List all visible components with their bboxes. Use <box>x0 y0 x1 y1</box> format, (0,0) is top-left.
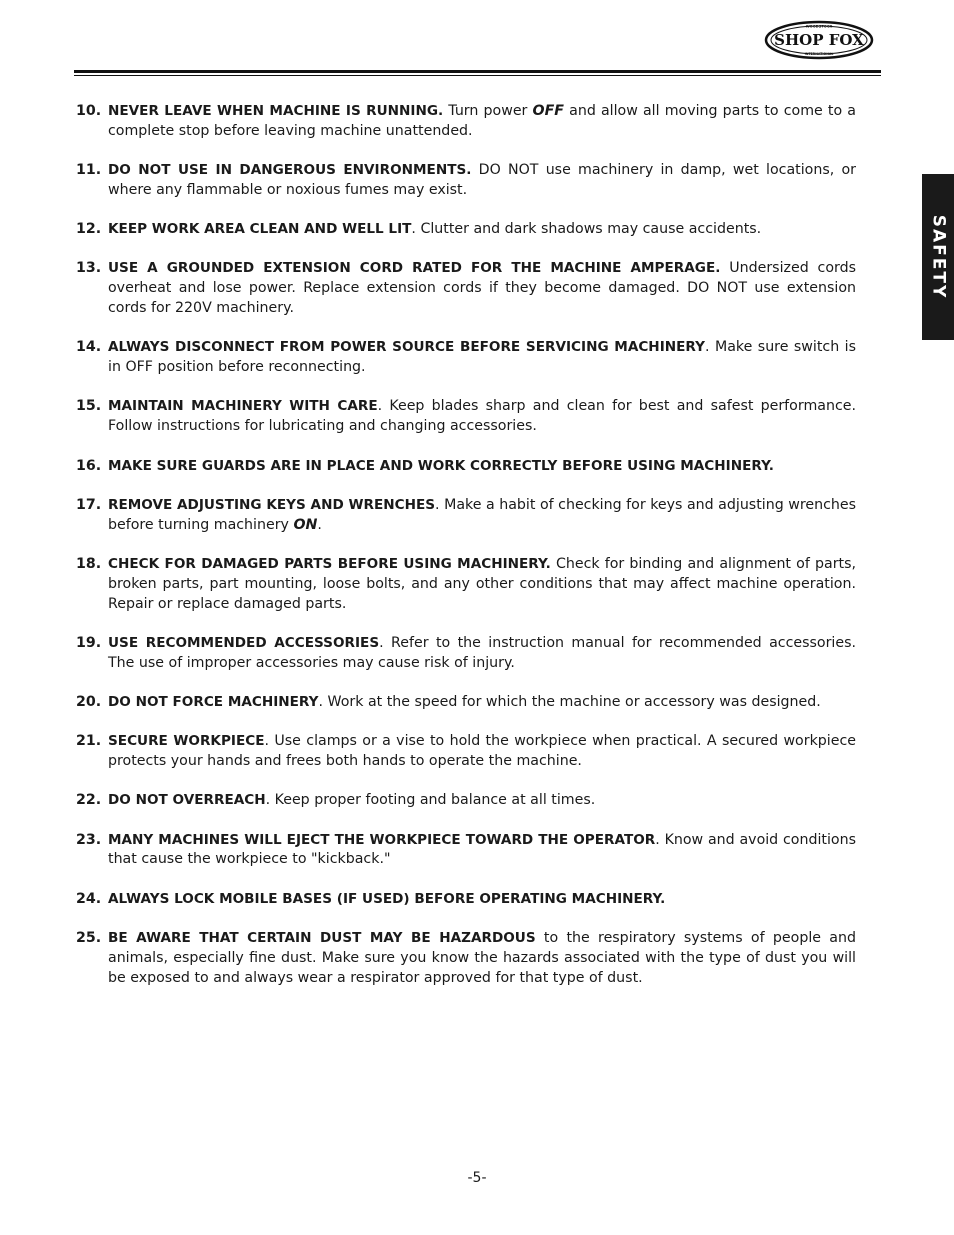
item-heading: NEVER LEAVE WHEN MACHINE IS RUNNING. <box>108 103 444 119</box>
item-number: 15. <box>76 398 102 415</box>
item-number: 23. <box>76 831 102 848</box>
list-item <box>76 693 856 713</box>
item-text: to the respiratory systems of people and animals, especially fine dust. Make sure you know the hazards associated with the type of dust you will be exposed to and always wear a respirator approved for that type of dust. <box>108 930 856 986</box>
item-heading: ALWAYS DISCONNECT FROM POWER SOURCE BEFORE SERVICING MACHINERY <box>108 339 705 356</box>
item-text: Check for binding and alignment of parts, broken parts, part mounting, loose bolts, and any other conditions that may affect machine operation. Repair or replace damaged parts. <box>108 555 856 612</box>
list-item <box>76 496 856 536</box>
item-number: 21. <box>76 733 102 750</box>
item-text: . Refer to the instruction manual for recommended accessories. The use of improper accessories may cause risk of injury. <box>108 634 856 671</box>
list-item <box>76 259 856 318</box>
list-item <box>76 457 856 477</box>
list-item <box>76 102 856 142</box>
item-number: 19. <box>76 634 102 651</box>
item-text: Turn power <box>443 103 533 119</box>
section-tab-safety <box>922 174 954 340</box>
item-heading: ALWAYS LOCK MOBILE BASES (IF USED) BEFORE OPERATING MACHINERY. <box>108 890 666 907</box>
item-heading: MAKE SURE GUARDS ARE IN PLACE AND WORK CORRECTLY BEFORE USING MACHINERY. <box>108 457 774 474</box>
list-item <box>76 929 856 988</box>
list-item <box>76 634 856 674</box>
item-number: 20. <box>76 693 102 710</box>
page-number: -5- <box>467 1170 487 1186</box>
item-heading: KEEP WORK AREA CLEAN AND WELL LIT <box>108 221 412 238</box>
item-heading: REMOVE ADJUSTING KEYS AND WRENCHES <box>108 496 436 513</box>
list-item <box>76 555 856 614</box>
item-text: . Use clamps or a vise to hold the workpiece when practical. A secured workpiece protects your hands and frees both hands to operate the machine. <box>108 733 856 770</box>
item-heading: BE AWARE THAT CERTAIN DUST MAY BE HAZARDOUS <box>108 930 536 947</box>
item-number: 18. <box>76 555 102 572</box>
item-text-tail: . <box>317 516 322 533</box>
item-text: . Keep blades sharp and clean for best and safest performance. Follow instructions for lubricating and changing accessories. <box>108 398 856 435</box>
item-heading: USE A GROUNDED EXTENSION CORD RATED FOR THE MACHINE AMPERAGE. <box>108 260 721 277</box>
logo-top-text: WOODSTOCK <box>805 24 833 29</box>
logo-text: SHOP FOX <box>774 31 864 49</box>
item-text: DO NOT use machinery in damp, wet locations, or where any flammable or noxious fumes may exist. <box>108 162 856 198</box>
list-item <box>76 161 856 201</box>
item-number: 11. <box>76 162 102 179</box>
item-emphasis: OFF <box>532 103 564 119</box>
item-emphasis: ON <box>293 516 318 533</box>
item-number: 24. <box>76 890 102 907</box>
list-item <box>76 338 856 378</box>
item-text: Undersized cords overheat and lose power. Replace extension cords if they become damaged. DO NOT use extension cords for 220V machinery. <box>108 260 856 317</box>
list-item <box>76 732 856 772</box>
item-number: 16. <box>76 457 102 474</box>
item-heading: DO NOT OVERREACH <box>108 792 266 809</box>
item-text: . Know and avoid conditions that cause the workpiece to "kickback." <box>108 831 856 868</box>
list-item <box>76 220 856 240</box>
item-text: . Keep proper footing and balance at all times. <box>265 792 596 809</box>
list-item <box>76 397 856 437</box>
section-tab-label: SAFETY <box>928 214 949 300</box>
item-number: 17. <box>76 496 102 513</box>
item-number: 10. <box>76 103 102 119</box>
safety-rules-list <box>76 102 856 1008</box>
item-number: 22. <box>76 792 102 809</box>
item-heading: MAINTAIN MACHINERY WITH CARE <box>108 398 378 415</box>
logo-bottom-text: INTERNATIONAL <box>804 52 834 56</box>
item-heading: DO NOT USE IN DANGEROUS ENVIRONMENTS. <box>108 162 472 179</box>
item-heading: MANY MACHINES WILL EJECT THE WORKPIECE TOWARD THE OPERATOR <box>108 831 656 848</box>
item-text: . Clutter and dark shadows may cause accidents. <box>411 221 762 238</box>
list-item <box>76 791 856 811</box>
item-number: 13. <box>76 260 102 277</box>
list-item <box>76 890 856 910</box>
item-number: 25. <box>76 930 102 947</box>
item-text-tail: and allow all moving parts to come to a complete stop before leaving machine unattended. <box>108 103 856 139</box>
header-rule-thin <box>74 75 881 76</box>
item-heading: SECURE WORKPIECE <box>108 733 265 750</box>
item-heading: CHECK FOR DAMAGED PARTS BEFORE USING MACHINERY. <box>108 555 551 572</box>
item-number: 14. <box>76 339 102 356</box>
header-rule <box>74 70 881 73</box>
item-heading: USE RECOMMENDED ACCESSORIES <box>108 634 380 651</box>
item-heading: DO NOT FORCE MACHINERY <box>108 693 319 710</box>
item-text: . Work at the speed for which the machine or accessory was designed. <box>318 693 821 710</box>
list-item <box>76 831 856 871</box>
item-number: 12. <box>76 221 102 238</box>
shop-fox-logo <box>764 20 874 60</box>
item-text: . Make a habit of checking for keys and adjusting wrenches before turning machinery <box>108 496 856 533</box>
item-text: . Make sure switch is in OFF position before reconnecting. <box>108 339 856 376</box>
